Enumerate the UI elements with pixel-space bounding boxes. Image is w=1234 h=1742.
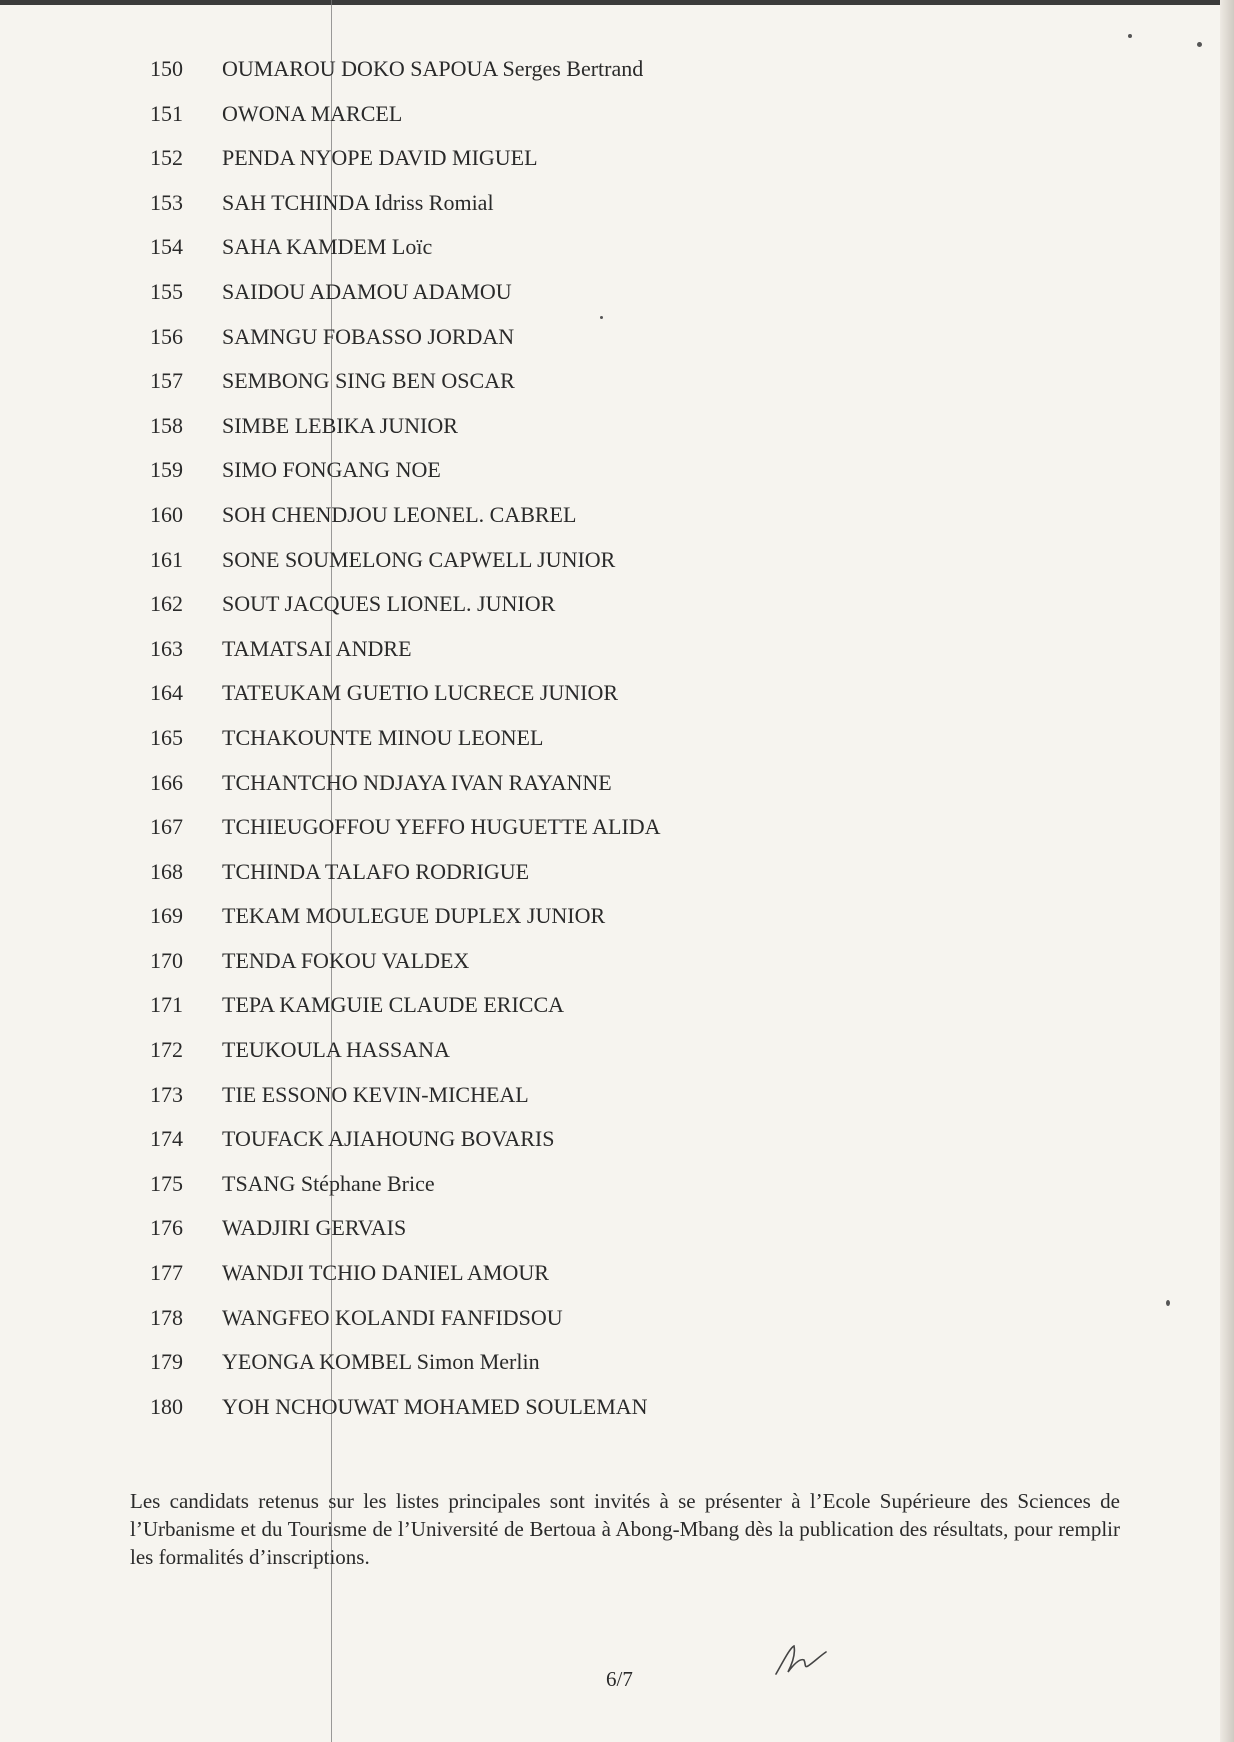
page-number: 6/7	[606, 1667, 633, 1691]
entry-name: TATEUKAM GUETIO LUCRECE JUNIOR	[222, 680, 619, 706]
entry-number: 154	[150, 234, 183, 260]
entry-number: 162	[150, 591, 183, 617]
entry-number: 176	[150, 1215, 183, 1241]
list-item	[150, 145, 661, 190]
list-item	[150, 680, 661, 725]
entry-name: YOH NCHOUWAT MOHAMED SOULEMAN	[222, 1393, 648, 1419]
list-item	[150, 636, 661, 681]
list-item	[150, 368, 661, 413]
entry-number: 160	[150, 501, 183, 527]
list-item	[150, 56, 661, 101]
entry-name: TEUKOULA HASSANA	[222, 1037, 450, 1063]
list-item	[150, 1305, 661, 1350]
entry-number: 165	[150, 724, 183, 750]
entry-number: 166	[150, 769, 183, 795]
entry-number: 172	[150, 1037, 183, 1063]
list-item	[150, 859, 661, 904]
entry-name: SEMBONG SING BEN OSCAR	[222, 368, 515, 394]
list-item	[150, 502, 661, 547]
entry-name: WADJIRI GERVAIS	[222, 1215, 407, 1241]
entry-name: OWONA MARCEL	[222, 100, 403, 126]
list-item	[150, 101, 661, 146]
entry-name: TEKAM MOULEGUE DUPLEX JUNIOR	[222, 903, 606, 929]
list-item	[150, 1394, 661, 1439]
entry-name: SAH TCHINDA Idriss Romial	[222, 189, 494, 215]
entry-name: TCHIEUGOFFOU YEFFO HUGUETTE ALIDA	[222, 814, 661, 840]
entry-name: SAMNGU FOBASSO JORDAN	[222, 323, 515, 349]
entry-name: TEPA KAMGUIE CLAUDE ERICCA	[222, 992, 565, 1018]
entry-number: 151	[150, 100, 183, 126]
entry-name: SAIDOU ADAMOU ADAMOU	[222, 278, 512, 304]
entry-number: 163	[150, 635, 183, 661]
entry-number: 156	[150, 323, 183, 349]
list-item	[150, 1260, 661, 1305]
scan-right-edge	[1220, 0, 1234, 1742]
entry-name: YEONGA KOMBEL Simon Merlin	[222, 1349, 540, 1375]
entry-name: TIE ESSONO KEVIN-MICHEAL	[222, 1081, 529, 1107]
scan-speck	[1197, 42, 1202, 47]
list-item	[150, 1126, 661, 1171]
entry-number: 175	[150, 1170, 183, 1196]
entry-name: TENDA FOKOU VALDEX	[222, 947, 470, 973]
list-item	[150, 413, 661, 458]
list-item	[150, 814, 661, 859]
entry-number: 180	[150, 1393, 183, 1419]
entry-number: 167	[150, 814, 183, 840]
entry-name: TSANG Stéphane Brice	[222, 1170, 435, 1196]
entry-name: SIMO FONGANG NOE	[222, 457, 441, 483]
entry-name: TAMATSAI ANDRE	[222, 635, 412, 661]
entry-number: 159	[150, 457, 183, 483]
entry-number: 164	[150, 680, 183, 706]
entry-number: 171	[150, 992, 183, 1018]
list-item	[150, 324, 661, 369]
entry-number: 168	[150, 858, 183, 884]
entry-name: TCHINDA TALAFO RODRIGUE	[222, 858, 530, 884]
candidate-list	[150, 56, 661, 1438]
entry-number: 157	[150, 368, 183, 394]
entry-name: TOUFACK AJIAHOUNG BOVARIS	[222, 1126, 555, 1152]
list-item	[150, 1349, 661, 1394]
entry-name: TCHAKOUNTE MINOU LEONEL	[222, 724, 544, 750]
scan-speck	[1166, 1300, 1170, 1306]
entry-name: WANDJI TCHIO DANIEL AMOUR	[222, 1260, 549, 1286]
signature-mark	[770, 1640, 830, 1680]
entry-name: PENDA NYOPE DAVID MIGUEL	[222, 145, 538, 171]
list-item	[150, 190, 661, 235]
list-item	[150, 591, 661, 636]
list-item	[150, 1082, 661, 1127]
list-item	[150, 1215, 661, 1260]
entry-name: SAHA KAMDEM Loïc	[222, 234, 433, 260]
scan-speck	[1128, 34, 1132, 38]
entry-number: 177	[150, 1260, 183, 1286]
entry-number: 150	[150, 56, 183, 81]
entry-number: 158	[150, 412, 183, 438]
list-item	[150, 948, 661, 993]
entry-number: 152	[150, 145, 183, 171]
scan-top-edge	[0, 0, 1234, 5]
list-item	[150, 547, 661, 592]
entry-number: 179	[150, 1349, 183, 1375]
list-item	[150, 1037, 661, 1082]
entry-name: SIMBE LEBIKA JUNIOR	[222, 412, 458, 438]
entry-number: 155	[150, 278, 183, 304]
entry-name: SONE SOUMELONG CAPWELL JUNIOR	[222, 546, 616, 572]
list-item	[150, 279, 661, 324]
notice-paragraph: Les candidats retenus sur les listes principales sont invités à se présenter à l’Ecole Supérieure des Sciences de l’Urbanisme et du Tourisme de l’Université de Bertoua à Abong-Mbang dès la publication des résultats, pour remplir les formalités d’inscriptions.	[130, 1489, 1120, 1569]
entry-number: 174	[150, 1126, 183, 1152]
entry-number: 153	[150, 189, 183, 215]
entry-number: 161	[150, 546, 183, 572]
list-item	[150, 725, 661, 770]
list-item	[150, 234, 661, 279]
list-item	[150, 992, 661, 1037]
entry-number: 178	[150, 1304, 183, 1330]
entry-name: TCHANTCHO NDJAYA IVAN RAYANNE	[222, 769, 612, 795]
list-item	[150, 770, 661, 815]
entry-name: WANGFEO KOLANDI FANFIDSOU	[222, 1304, 563, 1330]
list-item	[150, 903, 661, 948]
entry-name: OUMAROU DOKO SAPOUA Serges Bertrand	[222, 56, 644, 81]
list-item	[150, 457, 661, 502]
list-item	[150, 1171, 661, 1216]
entry-number: 169	[150, 903, 183, 929]
entry-number: 170	[150, 947, 183, 973]
entry-name: SOH CHENDJOU LEONEL. CABREL	[222, 501, 577, 527]
entry-number: 173	[150, 1081, 183, 1107]
entry-name: SOUT JACQUES LIONEL. JUNIOR	[222, 591, 556, 617]
